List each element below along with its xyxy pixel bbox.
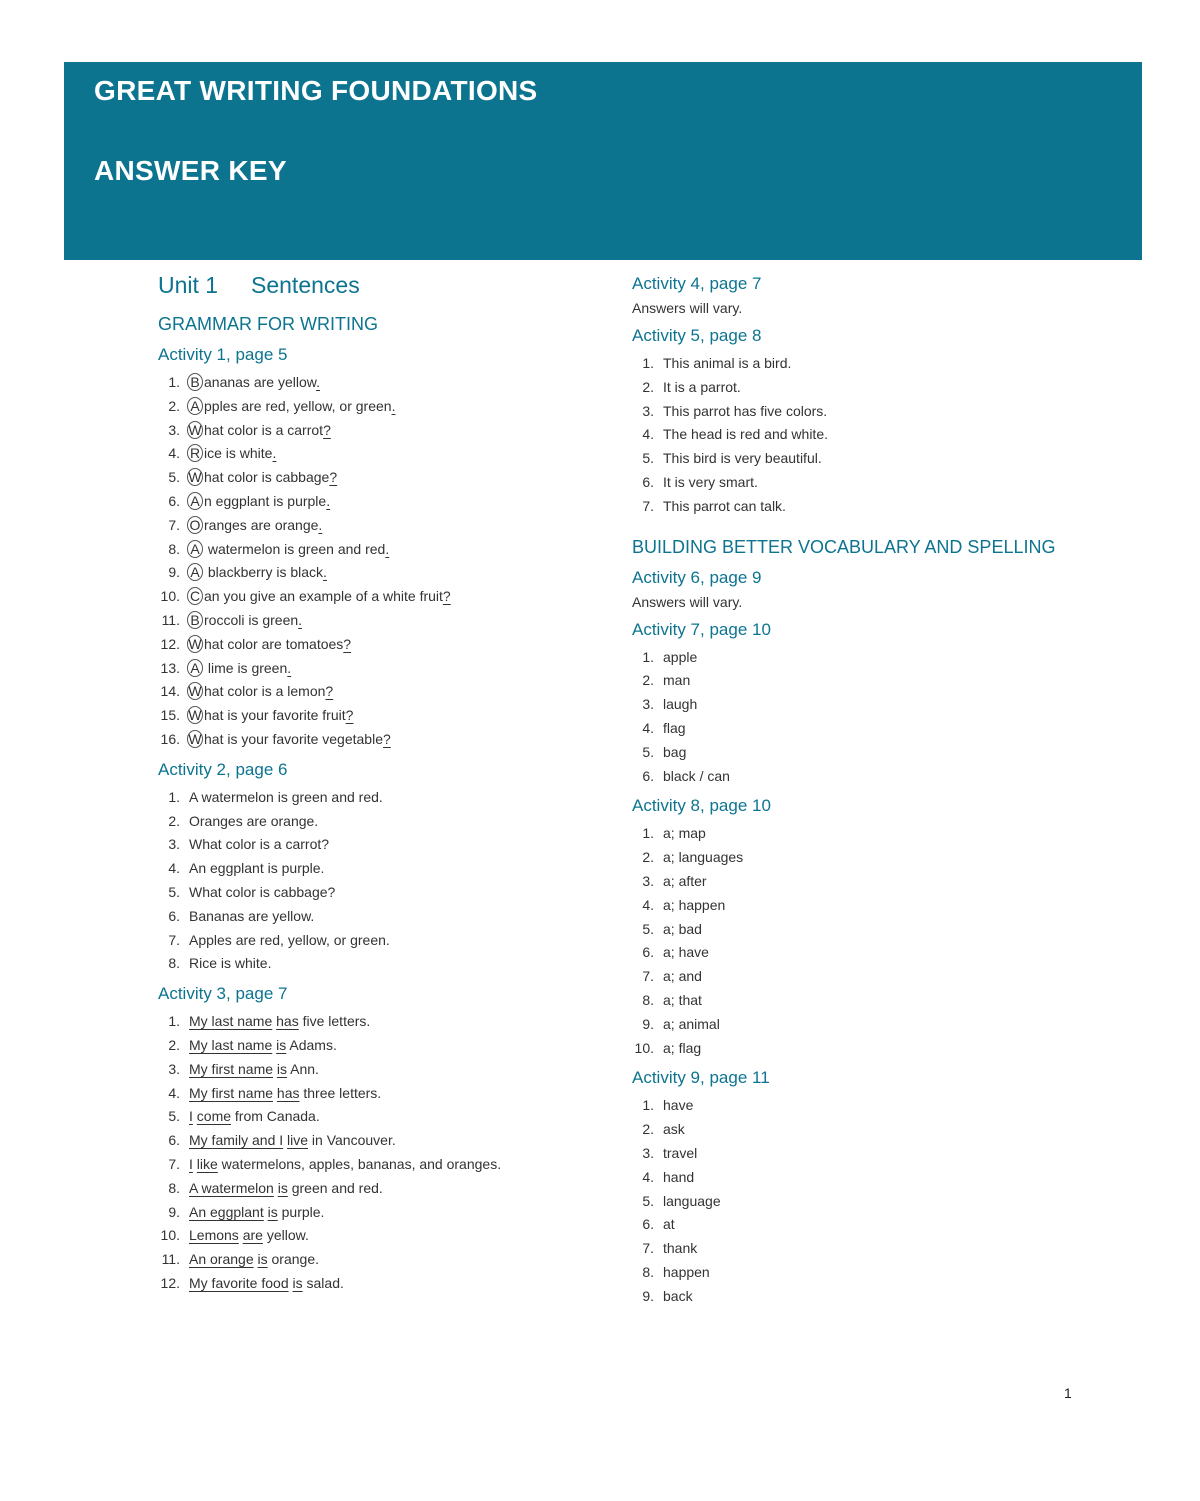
item-number: 1. <box>168 374 180 390</box>
underlined-punctuation: ? <box>325 683 334 700</box>
item-text: green and red. <box>287 1179 383 1196</box>
list-item <box>632 1237 1102 1261</box>
item-text: Rice is white. <box>189 955 272 972</box>
item-number: 11. <box>161 1251 180 1268</box>
list-item <box>632 918 1102 942</box>
item-text: a; languages <box>663 849 744 866</box>
list-item <box>158 680 598 704</box>
item-text: a; map <box>663 825 706 842</box>
item-number: 12. <box>160 1274 180 1291</box>
item-text: The head is red and white. <box>663 426 828 443</box>
list-item <box>158 1177 598 1201</box>
item-number: 1. <box>642 355 654 371</box>
item-number: 5. <box>168 469 180 486</box>
item-number: 2. <box>168 1036 180 1053</box>
item-text: an you give an example of a white fruit <box>204 588 443 605</box>
list-item <box>158 514 598 538</box>
underlined-subject: My first name <box>189 1060 274 1077</box>
list-item <box>158 1153 598 1177</box>
list-item <box>632 965 1102 989</box>
left-column <box>158 270 598 1302</box>
circled-capital: A <box>187 563 203 581</box>
item-text: hand <box>663 1168 695 1185</box>
item-text: bag <box>663 743 687 760</box>
circled-capital: W <box>188 469 202 486</box>
list-item <box>158 786 598 810</box>
item-text: It is a parrot. <box>663 378 741 395</box>
item-text: at <box>663 1216 675 1233</box>
item-number: 16. <box>160 730 180 747</box>
item-text: ananas are yellow <box>204 374 317 390</box>
item-text: travel <box>663 1144 698 1161</box>
underlined-punctuation: . <box>287 659 292 676</box>
item-text: hat color is cabbage <box>204 469 330 486</box>
underlined-punctuation: . <box>316 374 320 390</box>
list-item <box>632 376 1102 400</box>
activity-4-heading: Activity 4, page 7 <box>632 274 762 293</box>
item-text: A watermelon is green and red. <box>189 788 383 805</box>
item-text: Bananas are yellow. <box>189 907 315 924</box>
item-text: n eggplant is purple <box>204 492 327 509</box>
list-item <box>158 1105 598 1129</box>
item-text: This bird is very beautiful. <box>663 450 822 467</box>
list-item <box>632 894 1102 918</box>
list-item <box>158 490 598 514</box>
underlined-punctuation: . <box>318 516 323 533</box>
item-number: 6. <box>642 944 654 961</box>
item-text: salad. <box>302 1274 344 1291</box>
item-text: blackberry is black <box>204 564 324 581</box>
item-text: language <box>663 1192 721 1209</box>
underlined-verb: is <box>276 1060 288 1077</box>
item-text: a; and <box>663 968 702 985</box>
item-number: 3. <box>642 696 654 713</box>
underlined-punctuation: ? <box>345 707 354 724</box>
list-item <box>632 1118 1102 1142</box>
item-text: flag <box>663 719 686 736</box>
item-number: 4. <box>168 860 180 877</box>
item-number: 7. <box>642 968 654 985</box>
activity-7-heading: Activity 7, page 10 <box>632 619 771 639</box>
list-item <box>632 423 1102 447</box>
circled-capital: R <box>187 444 203 462</box>
item-number: 4. <box>168 1084 180 1101</box>
item-number: 14. <box>160 683 180 700</box>
item-number: 6. <box>168 492 180 509</box>
circled-capital: W <box>188 730 202 747</box>
section-heading-grammar: GRAMMAR FOR WRITING <box>158 314 378 334</box>
item-number: 13. <box>160 659 180 676</box>
item-number: 4. <box>642 896 654 913</box>
item-text: watermelon is green and red <box>204 540 386 557</box>
list-item <box>158 395 598 419</box>
item-text: a; after <box>663 872 707 889</box>
item-number: 3. <box>168 836 180 853</box>
item-number: 2. <box>642 849 654 866</box>
circled-capital: O <box>187 516 203 534</box>
item-text: from Canada. <box>231 1108 320 1125</box>
item-text: It is very smart. <box>663 473 758 490</box>
activity-7-list <box>632 646 1102 789</box>
right-column <box>632 270 1102 1315</box>
underlined-subject: My last name <box>189 1036 273 1053</box>
item-text: a; have <box>663 944 709 961</box>
item-text: hat color is a carrot <box>204 421 324 438</box>
item-number: 6. <box>642 1216 654 1233</box>
circled-capital: C <box>187 587 203 605</box>
item-text: This animal is a bird. <box>663 355 792 371</box>
list-item <box>632 822 1102 846</box>
underlined-subject: I <box>189 1155 193 1172</box>
circled-capital: W <box>188 707 202 724</box>
item-number: 1. <box>642 648 654 665</box>
item-number: 9. <box>168 564 180 581</box>
item-text: black / can <box>663 767 730 784</box>
underlined-subject: My favorite food <box>189 1274 289 1291</box>
underlined-subject: I <box>189 1108 193 1125</box>
list-item <box>632 646 1102 670</box>
circled-capital: B <box>187 611 203 629</box>
underlined-punctuation: . <box>272 445 277 462</box>
activity-9-list <box>632 1094 1102 1308</box>
underlined-punctuation: ? <box>383 730 391 747</box>
circled-capital: A <box>187 659 203 677</box>
item-text: orange. <box>267 1251 319 1268</box>
underlined-subject: A watermelon <box>189 1179 274 1196</box>
item-text: thank <box>663 1240 698 1257</box>
underlined-subject: Lemons <box>189 1227 239 1244</box>
underlined-verb: is <box>276 1036 287 1053</box>
activity-4-note: Answers will vary. <box>632 300 743 316</box>
item-number: 3. <box>168 1060 180 1077</box>
item-text: happen <box>663 1263 710 1280</box>
list-item <box>158 1058 598 1082</box>
item-number: 1. <box>642 1097 654 1114</box>
item-number: 1. <box>168 1013 180 1030</box>
item-number: 8. <box>642 991 654 1008</box>
item-number: 5. <box>642 450 654 467</box>
item-number: 7. <box>168 931 180 948</box>
item-number: 5. <box>642 743 654 760</box>
item-text: This parrot can talk. <box>663 497 786 514</box>
circled-capital: W <box>188 683 202 700</box>
document-title: GREAT WRITING FOUNDATIONS <box>94 75 538 106</box>
list-item <box>632 1094 1102 1118</box>
list-item <box>158 609 598 633</box>
activity-6-note: Answers will vary. <box>632 593 743 610</box>
underlined-verb: has <box>276 1084 300 1101</box>
document-subtitle: ANSWER KEY <box>94 155 287 186</box>
list-item <box>158 585 598 609</box>
circled-capital: A <box>187 397 203 415</box>
underlined-punctuation: . <box>298 611 303 628</box>
list-item <box>632 846 1102 870</box>
item-number: 4. <box>642 1168 654 1185</box>
activity-1-heading: Activity 1, page 5 <box>158 345 288 364</box>
item-text: yellow. <box>262 1227 309 1244</box>
item-number: 10. <box>634 1039 654 1056</box>
item-text: This parrot has five colors. <box>663 402 828 419</box>
underlined-verb: is <box>277 1179 288 1196</box>
item-text: in Vancouver. <box>308 1132 396 1149</box>
list-item <box>158 1034 598 1058</box>
item-text: ranges are orange <box>204 516 319 533</box>
list-item <box>158 1082 598 1106</box>
list-item <box>158 857 598 881</box>
item-number: 2. <box>642 1121 654 1138</box>
item-text: hat is your favorite vegetable <box>204 730 383 747</box>
item-text: Apples are red, yellow, or green. <box>189 931 390 948</box>
item-text: Ann. <box>287 1060 319 1077</box>
underlined-punctuation: . <box>391 397 396 414</box>
item-number: 10. <box>160 588 180 605</box>
list-item <box>158 833 598 857</box>
list-item <box>632 1037 1102 1061</box>
list-item <box>158 633 598 657</box>
item-number: 15. <box>160 707 180 724</box>
item-text: three letters. <box>299 1084 382 1101</box>
underlined-punctuation: ? <box>329 469 338 486</box>
item-text: a; that <box>663 991 702 1008</box>
list-item <box>158 1129 598 1153</box>
underlined-punctuation: ? <box>323 421 331 438</box>
underlined-punctuation: . <box>323 564 327 581</box>
item-text: hat is your favorite fruit <box>204 707 346 724</box>
item-number: 8. <box>168 955 180 972</box>
underlined-punctuation: ? <box>442 588 451 605</box>
unit-name: Sentences <box>251 272 360 298</box>
item-number: 6. <box>168 1132 180 1149</box>
item-text: man <box>663 672 691 689</box>
unit-heading <box>158 272 598 302</box>
list-item <box>632 495 1102 519</box>
circled-capital: A <box>187 492 203 510</box>
item-number: 6. <box>642 767 654 784</box>
activity-1-list <box>158 371 598 752</box>
list-item <box>158 466 598 490</box>
item-number: 2. <box>642 672 654 689</box>
underlined-verb: is <box>292 1274 303 1291</box>
underlined-verb: come <box>196 1108 232 1125</box>
list-item <box>158 728 598 752</box>
item-text: apple <box>663 648 698 665</box>
list-item <box>158 929 598 953</box>
list-item <box>158 952 598 976</box>
item-number: 5. <box>642 1192 654 1209</box>
item-text: back <box>663 1287 693 1304</box>
item-number: 5. <box>168 883 180 900</box>
item-number: 10. <box>160 1227 180 1244</box>
item-number: 6. <box>168 907 180 924</box>
activity-8-heading: Activity 8, page 10 <box>632 796 771 816</box>
list-item <box>632 765 1102 789</box>
item-number: 2. <box>168 397 180 414</box>
list-item <box>158 371 598 395</box>
item-text: ice is white <box>204 445 273 462</box>
item-number: 7. <box>168 516 180 533</box>
activity-3-heading: Activity 3, page 7 <box>158 984 288 1004</box>
item-number: 8. <box>642 1263 654 1280</box>
item-number: 4. <box>642 426 654 443</box>
section-heading-vocab: BUILDING BETTER VOCABULARY AND SPELLING <box>632 536 1056 557</box>
item-number: 2. <box>168 812 180 829</box>
underlined-verb: is <box>257 1251 268 1268</box>
list-item <box>632 1285 1102 1309</box>
list-item <box>632 400 1102 424</box>
list-item <box>158 1224 598 1248</box>
item-number: 7. <box>642 497 654 514</box>
unit-number: Unit 1 <box>158 272 219 298</box>
list-item <box>632 471 1102 495</box>
list-item <box>632 1166 1102 1190</box>
list-item <box>632 1261 1102 1285</box>
item-number: 2. <box>642 378 654 395</box>
item-number: 12. <box>160 635 180 652</box>
list-item <box>158 442 598 466</box>
item-text: pples are red, yellow, or green <box>204 397 392 414</box>
list-item <box>158 1201 598 1225</box>
item-number: 9. <box>168 1203 180 1220</box>
item-text: a; flag <box>663 1039 702 1056</box>
list-item <box>158 881 598 905</box>
page-number: 1 <box>1064 1385 1072 1401</box>
item-text: five letters. <box>298 1013 371 1030</box>
list-item <box>158 657 598 681</box>
item-number: 3. <box>168 421 180 438</box>
list-item <box>632 989 1102 1013</box>
item-number: 1. <box>168 788 180 805</box>
list-item <box>158 1272 598 1296</box>
activity-8-list <box>632 822 1102 1060</box>
item-number: 5. <box>642 920 654 937</box>
item-text: What color is a carrot? <box>189 836 330 853</box>
item-number: 7. <box>642 1240 654 1257</box>
activity-2-heading: Activity 2, page 6 <box>158 759 288 779</box>
item-number: 1. <box>642 825 654 842</box>
underlined-subject: My last name <box>189 1013 273 1030</box>
underlined-verb: is <box>267 1203 278 1220</box>
item-text: purple. <box>277 1203 325 1220</box>
circled-capital: W <box>188 635 202 652</box>
underlined-subject: My first name <box>189 1084 274 1101</box>
list-item <box>632 741 1102 765</box>
item-number: 4. <box>168 445 180 462</box>
item-text: a; animal <box>663 1015 720 1032</box>
list-item <box>632 1013 1102 1037</box>
item-text: Adams. <box>286 1036 337 1053</box>
list-item <box>632 870 1102 894</box>
list-item <box>632 1213 1102 1237</box>
item-text: hat color are tomatoes <box>204 635 344 652</box>
list-item <box>158 810 598 834</box>
underlined-verb: has <box>276 1013 299 1030</box>
item-number: 3. <box>642 402 654 419</box>
circled-capital: B <box>187 373 203 391</box>
list-item <box>632 1142 1102 1166</box>
underlined-subject: My family and I <box>189 1132 284 1149</box>
underlined-punctuation: . <box>385 540 390 557</box>
list-item <box>158 905 598 929</box>
item-text: a; happen <box>663 896 726 913</box>
item-number: 6. <box>642 473 654 490</box>
item-text: lime is green <box>204 659 288 676</box>
item-text: ask <box>663 1121 685 1138</box>
activity-2-list <box>158 786 598 976</box>
item-text: Oranges are orange. <box>189 812 319 829</box>
underlined-punctuation: . <box>326 492 331 509</box>
item-number: 11. <box>161 611 180 628</box>
item-text: laugh <box>663 696 698 713</box>
item-text: What color is cabbage? <box>189 883 336 900</box>
underlined-subject: An orange <box>189 1251 254 1268</box>
list-item <box>158 561 598 585</box>
item-text: watermelons, apples, bananas, and oranges. <box>217 1155 502 1172</box>
list-item <box>632 941 1102 965</box>
item-text: hat color is a lemon <box>204 683 326 700</box>
underlined-verb: like <box>196 1155 218 1172</box>
list-item <box>632 1190 1102 1214</box>
item-number: 7. <box>168 1155 180 1172</box>
underlined-verb: are <box>242 1227 263 1244</box>
item-number: 5. <box>168 1108 180 1125</box>
list-item <box>632 669 1102 693</box>
item-number: 9. <box>642 1015 654 1032</box>
item-text: An eggplant is purple. <box>189 860 325 877</box>
activity-3-list <box>158 1010 598 1296</box>
item-text: a; bad <box>663 920 702 937</box>
item-text: roccoli is green <box>204 611 299 628</box>
item-number: 9. <box>642 1287 654 1304</box>
list-item <box>632 447 1102 471</box>
activity-6-heading: Activity 6, page 9 <box>632 567 762 587</box>
underlined-verb: live <box>287 1132 309 1149</box>
item-number: 3. <box>642 1144 654 1161</box>
list-item <box>158 419 598 443</box>
activity-5-list <box>632 352 1102 519</box>
activity-9-heading: Activity 9, page 11 <box>632 1068 770 1088</box>
item-number: 3. <box>642 872 654 889</box>
list-item <box>158 704 598 728</box>
item-number: 8. <box>168 540 180 557</box>
item-number: 8. <box>168 1179 180 1196</box>
list-item <box>158 1010 598 1034</box>
list-item <box>158 538 598 562</box>
list-item <box>632 693 1102 717</box>
list-item <box>158 1248 598 1272</box>
underlined-punctuation: ? <box>343 635 352 652</box>
list-item <box>632 352 1102 376</box>
activity-5-heading: Activity 5, page 8 <box>632 326 762 345</box>
circled-capital: A <box>187 540 203 558</box>
item-text: have <box>663 1097 694 1114</box>
item-number: 4. <box>642 719 654 736</box>
list-item <box>632 717 1102 741</box>
circled-capital: W <box>188 421 202 438</box>
underlined-subject: An eggplant <box>189 1203 264 1220</box>
